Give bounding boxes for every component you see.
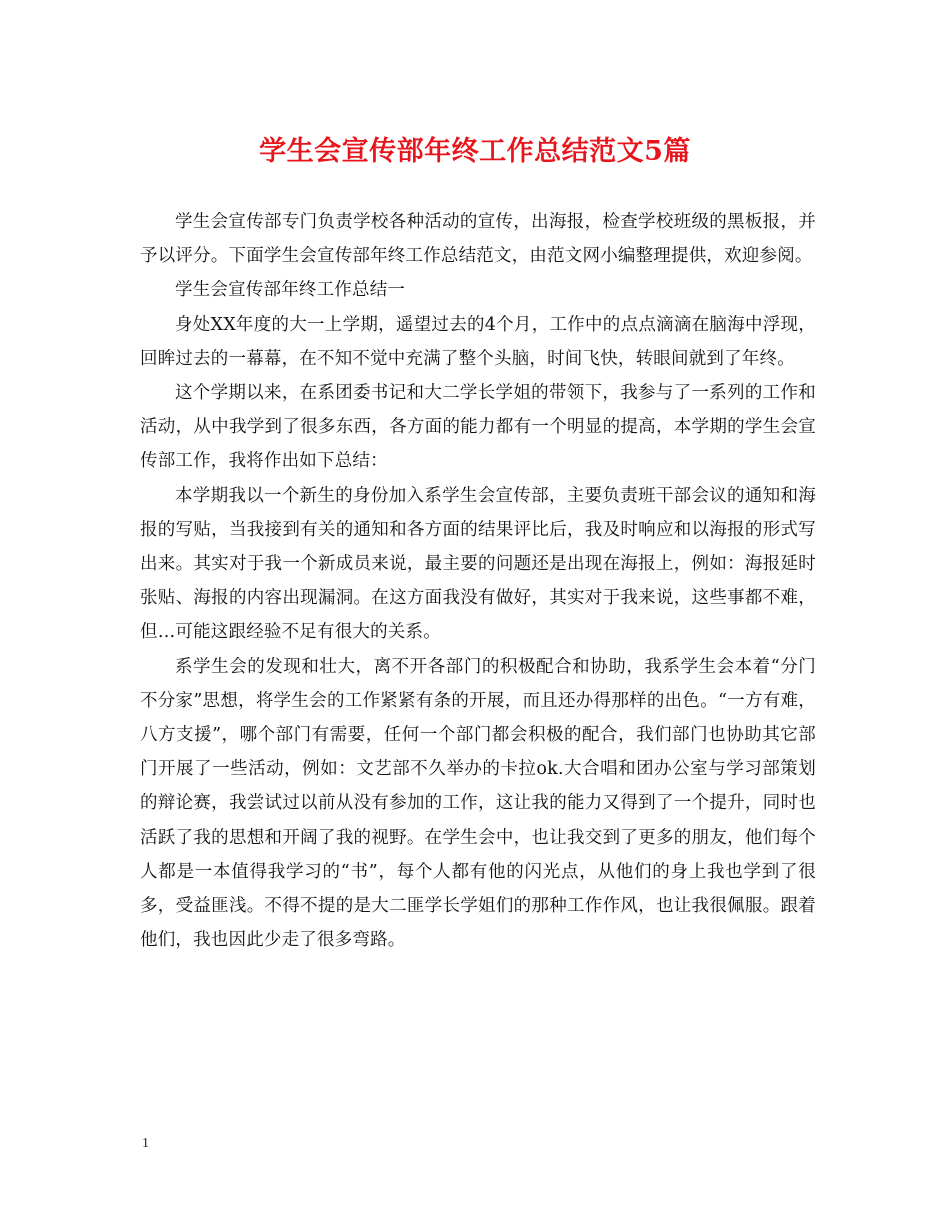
body-paragraph: 系学生会的发现和壮大，离不开各部门的积极配合和协助，我系学生会本着“分门不分家”思想，将学生会的工作紧紧有条的开展，而且还办得那样的出色。“一方有难，八方支援”，哪个部门有需要，任何一个部门都会积极的配合，我们部门也协助其它部门开展了一些活动，例如：文艺部不久举办的卡拉ok.大合唱和团办公室与学习部策划的辩论赛，我尝试过以前从没有参加的工作，这让我的能力又得到了一个提升，同时也活跃了我的思想和开阔了我的视野。在学生会中，也让我交到了更多的朋友，他们每个人都是一本值得我学习的“书”，每个人都有他的闪光点，从他们的身上我也学到了很多，受益匪浅。不得不提的是大二匪学长学姐们的那种工作作风，也让我很佩服。跟着他们，我也因此少走了很多弯路。 [140, 656, 816, 951]
body-paragraph: 这个学期以来，在系团委书记和大二学长学姐的带领下，我参与了一系列的工作和活动，从中我学到了很多东西，各方面的能力都有一个明显的提高，本学期的学生会宣传部工作，我将作出如下总结： [140, 383, 816, 472]
page-number: 1 [142, 1136, 149, 1151]
section-heading: 学生会宣传部年终工作总结一 [175, 280, 406, 301]
body-paragraph: 身处XX年度的大一上学期，遥望过去的4个月，工作中的点点滴滴在脑海中浮现，回眸过去的一幕幕，在不知不觉中充满了整个头脑，时间飞快，转眼间就到了年终。 [140, 314, 816, 369]
document-title: 学生会宣传部年终工作总结范文5篇 [259, 136, 691, 167]
document-body [140, 205, 816, 957]
body-paragraph: 本学期我以一个新生的身份加入系学生会宣传部，主要负责班干部会议的通知和海报的写贴，当我接到有关的通知和各方面的结果评比后，我及时响应和以海报的形式写出来。其实对于我一个新成员来说，最主要的问题还是出现在海报上，例如：海报延时张贴、海报的内容出现漏洞。在这方面我没有做好，其实对于我来说，这些事都不难，但…可能这跟经验不足有很大的关系。 [140, 485, 816, 643]
intro-paragraph: 学生会宣传部专门负责学校各种活动的宣传，出海报，检查学校班级的黑板报，并予以评分。下面学生会宣传部年终工作总结范文，由范文网小编整理提供，欢迎参阅。 [140, 212, 816, 267]
